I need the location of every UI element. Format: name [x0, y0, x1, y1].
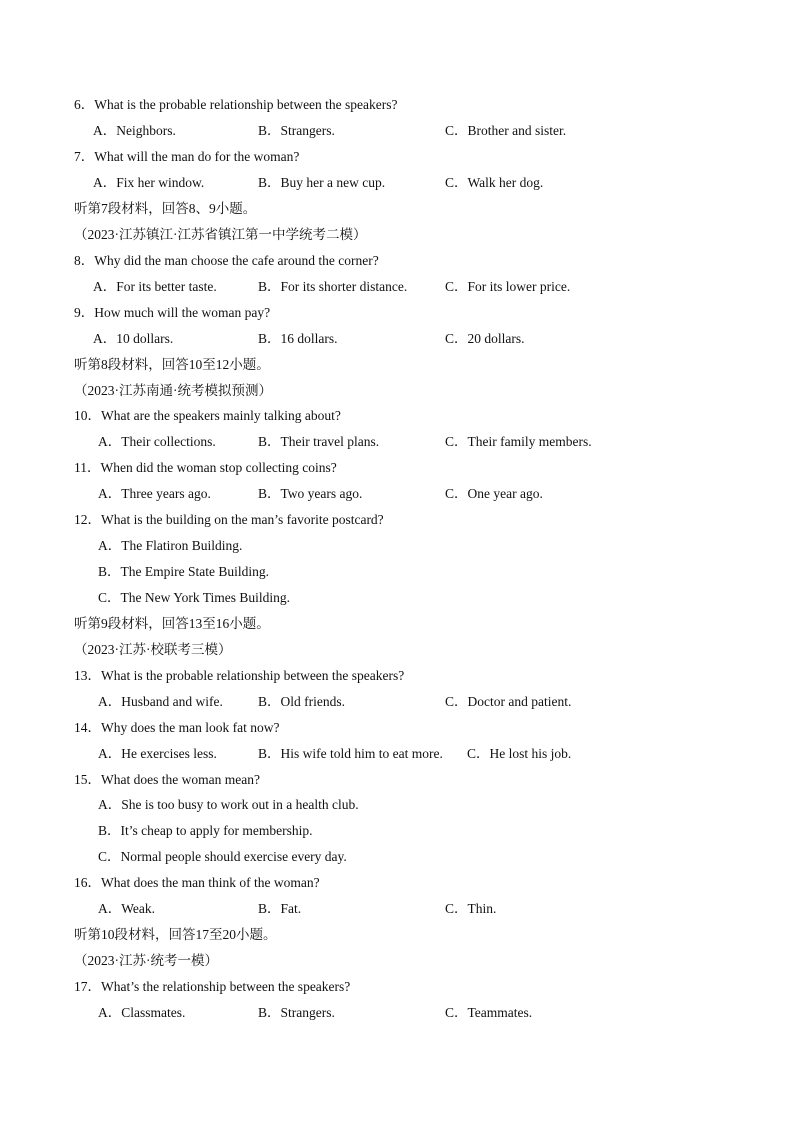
q7-option-c: C．Walk her dog.: [445, 175, 544, 190]
q15-option-a: A．She is too busy to work out in a health club.: [98, 797, 359, 812]
section-source-9: （2023·江苏·校联考三模）: [74, 642, 232, 657]
q12-option-b: B．The Empire State Building.: [98, 564, 269, 579]
q14-option-c: C．He lost his job.: [467, 746, 572, 761]
q11-option-b: B．Two years ago.: [258, 486, 363, 501]
q12-option-a: A．The Flatiron Building.: [98, 538, 243, 553]
question-11: 11．When did the woman stop collecting coins?: [74, 460, 337, 475]
q6-option-c: C．Brother and sister.: [445, 123, 567, 138]
q7-option-a: A．Fix her window.: [93, 175, 205, 190]
section-instruction-9: 听第9段材料，回答13至16小题。: [74, 616, 270, 631]
q6-option-a: A．Neighbors.: [93, 123, 176, 138]
q7-option-b: B．Buy her a new cup.: [258, 175, 386, 190]
question-15: 15．What does the woman mean?: [74, 772, 260, 787]
q10-option-b: B．Their travel plans.: [258, 434, 380, 449]
q10-option-c: C．Their family members.: [445, 434, 592, 449]
question-14: 14．Why does the man look fat now?: [74, 720, 280, 735]
q9-option-c: C．20 dollars.: [445, 331, 525, 346]
q8-option-b: B．For its shorter distance.: [258, 279, 408, 294]
q14-option-a: A．He exercises less.: [98, 746, 217, 761]
q15-option-c: C．Normal people should exercise every day.: [98, 849, 347, 864]
q16-option-b: B．Fat.: [258, 901, 302, 916]
q17-option-c: C．Teammates.: [445, 1005, 533, 1020]
q8-option-c: C．For its lower price.: [445, 279, 571, 294]
question-8: 8．Why did the man choose the cafe around the corner?: [74, 253, 379, 268]
q14-option-b: B．His wife told him to eat more.: [258, 746, 443, 761]
q16-option-c: C．Thin.: [445, 901, 497, 916]
q11-option-c: C．One year ago.: [445, 486, 543, 501]
section-instruction-7: 听第7段材料，回答8、9小题。: [74, 201, 257, 216]
section-source-8: （2023·江苏南通·统考模拟预测）: [74, 383, 272, 398]
section-source-7: （2023·江苏镇江·江苏省镇江第一中学统考二模）: [74, 227, 367, 242]
q11-option-a: A．Three years ago.: [98, 486, 211, 501]
q9-option-b: B．16 dollars.: [258, 331, 338, 346]
section-instruction-8: 听第8段材料，回答10至12小题。: [74, 357, 270, 372]
q9-option-a: A．10 dollars.: [93, 331, 174, 346]
question-6: 6．What is the probable relationship between the speakers?: [74, 97, 398, 112]
q17-option-b: B．Strangers.: [258, 1005, 335, 1020]
section-instruction-10: 听第10段材料，回答17至20小题。: [74, 927, 277, 942]
question-16: 16．What does the man think of the woman?: [74, 875, 320, 890]
question-17: 17．What’s the relationship between the speakers?: [74, 979, 351, 994]
question-7: 7．What will the man do for the woman?: [74, 149, 300, 164]
q13-option-b: B．Old friends.: [258, 694, 345, 709]
question-12: 12．What is the building on the man’s favorite postcard?: [74, 512, 384, 527]
q15-option-b: B．It’s cheap to apply for membership.: [98, 823, 313, 838]
q8-option-a: A．For its better taste.: [93, 279, 217, 294]
q12-option-c: C．The New York Times Building.: [98, 590, 291, 605]
question-10: 10．What are the speakers mainly talking about?: [74, 408, 341, 423]
question-9: 9．How much will the woman pay?: [74, 305, 271, 320]
section-source-10: （2023·江苏·统考一模）: [74, 953, 218, 968]
question-13: 13．What is the probable relationship between the speakers?: [74, 668, 405, 683]
q17-option-a: A．Classmates.: [98, 1005, 186, 1020]
q16-option-a: A．Weak.: [98, 901, 156, 916]
q13-option-a: A．Husband and wife.: [98, 694, 223, 709]
q6-option-b: B．Strangers.: [258, 123, 335, 138]
q10-option-a: A．Their collections.: [98, 434, 216, 449]
q13-option-c: C．Doctor and patient.: [445, 694, 572, 709]
